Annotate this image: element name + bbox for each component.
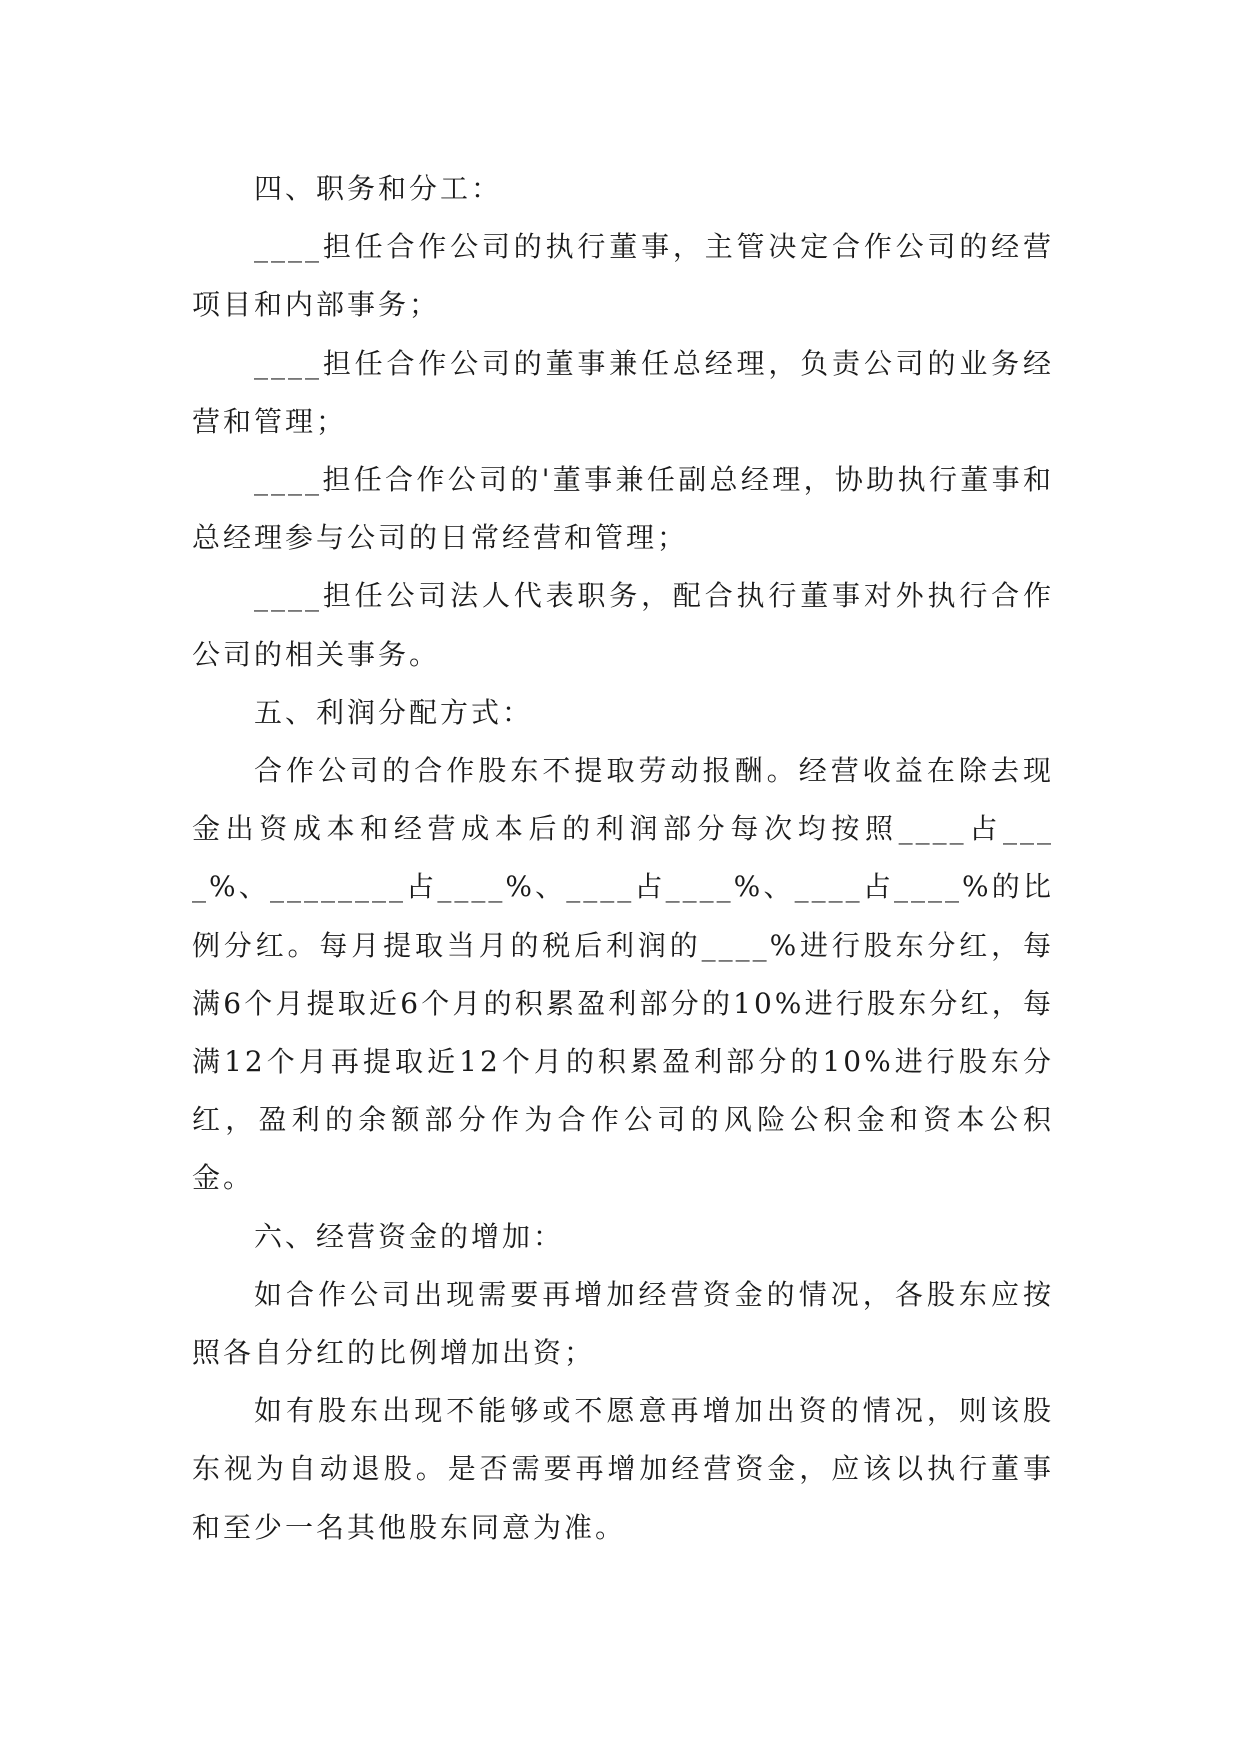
section-heading-capital-increase: 六、经营资金的增加：	[254, 1219, 565, 1253]
paragraph-profit-distribution: 合作公司的合作股东不提取劳动报酬。经营收益在除去现金出资成本和经营成本后的利润部分每次均按照____占____%、________占____%、____占____%、____占____%的比例分红。每月提取当月的税后利润的____%进行股东分红，每满6个月提取近6个月的积累盈利部分的10%进行股东分红，每满12个月再提取近12个月的积累盈利部分的10%进行股东分红，盈利的余额部分作为合作公司的风险公积金和资本公积金。	[192, 754, 1054, 1195]
paragraph-deputy-general-manager: ____担任合作公司的'董事兼任副总经理，协助执行董事和总经理参与公司的日常经营和管理；	[192, 463, 1054, 555]
section-heading-duties: 四、职务和分工：	[254, 172, 503, 205]
paragraph-executive-director: ____担任合作公司的执行董事，主管决定合作公司的经营项目和内部事务；	[192, 230, 1054, 322]
paragraph-general-manager: ____担任合作公司的董事兼任总经理，负责公司的业务经营和管理；	[192, 346, 1054, 438]
paragraph-legal-representative: ____担任公司法人代表职务，配合执行董事对外执行合作公司的相关事务。	[192, 579, 1054, 671]
document-body	[192, 160, 1054, 1557]
paragraph-capital-increase-withdrawal: 如有股东出现不能够或不愿意再增加出资的情况，则该股东视为自动退股。是否需要再增加经营资金，应该以执行董事和至少一名其他股东同意为准。	[192, 1394, 1054, 1544]
section-heading-profit-distribution: 五、利润分配方式：	[254, 695, 534, 729]
paragraph-capital-increase-ratio: 如合作公司出现需要再增加经营资金的情况，各股东应按照各自分红的比例增加出资；	[192, 1277, 1054, 1370]
